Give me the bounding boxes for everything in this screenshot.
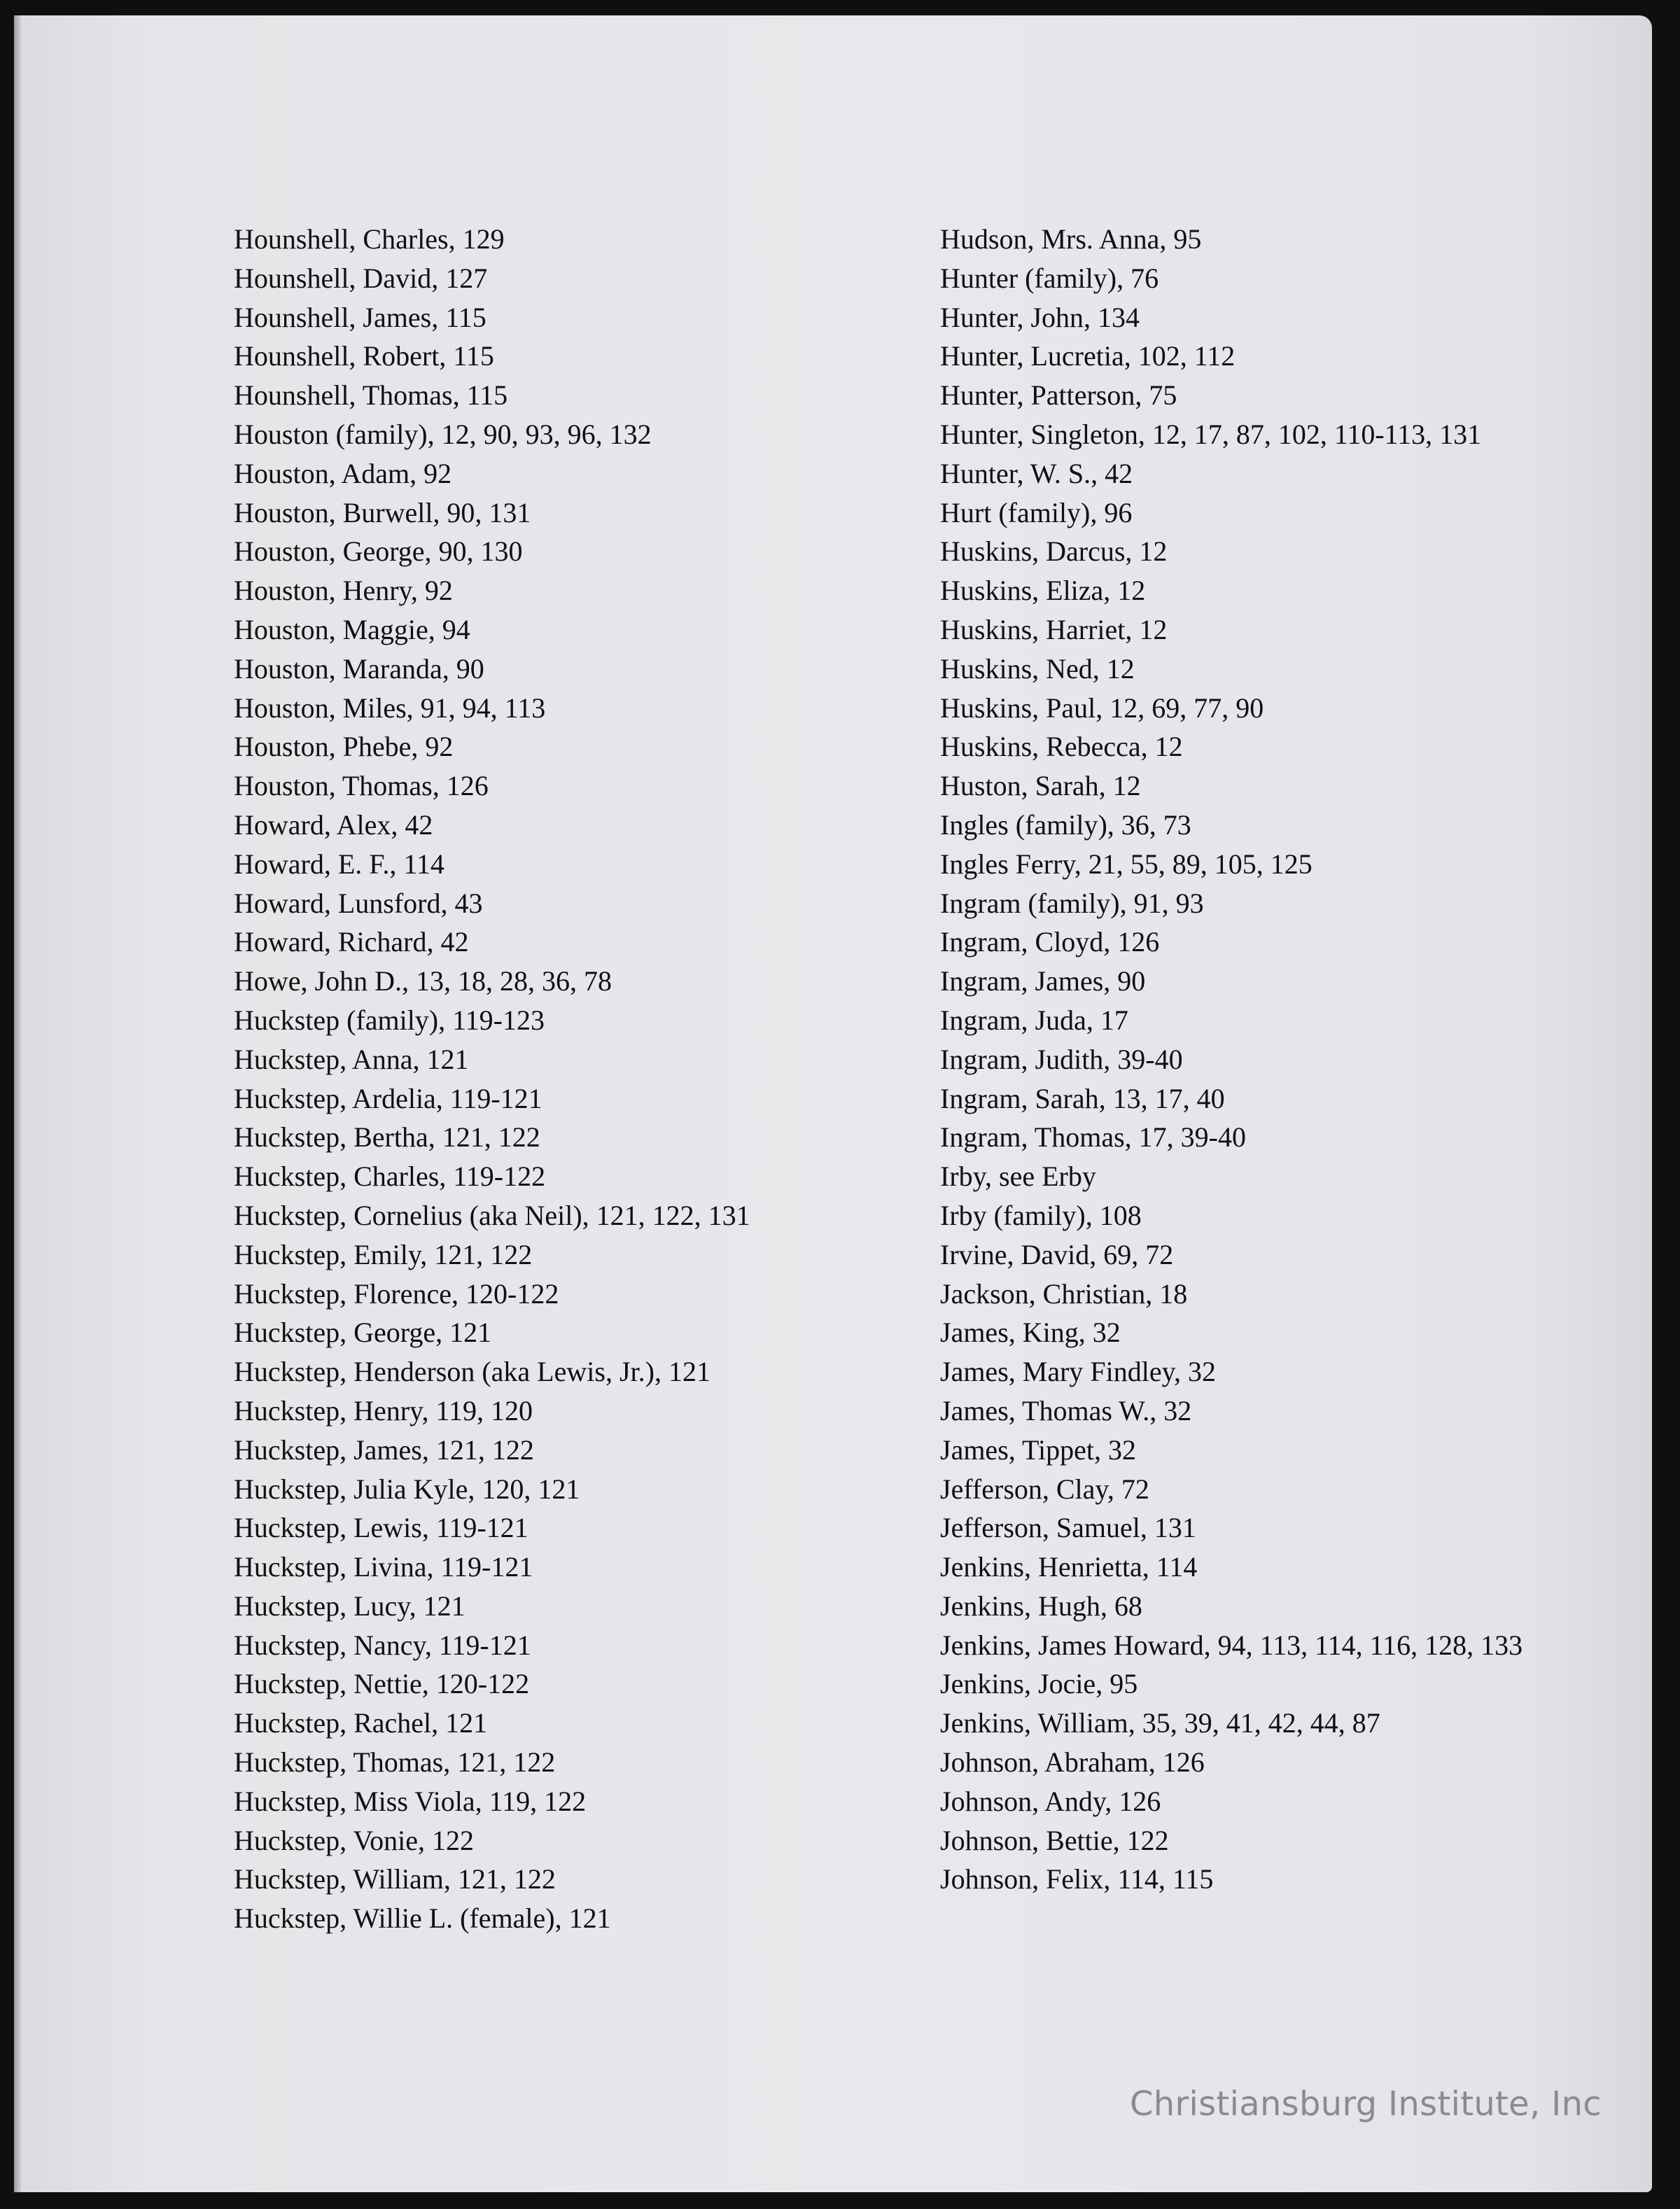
index-entry: Howe, John D., 13, 18, 28, 36, 78 bbox=[234, 965, 612, 997]
index-entry: Jenkins, Henrietta, 114 bbox=[940, 1551, 1198, 1583]
index-entry: Huckstep, George, 121 bbox=[234, 1317, 492, 1349]
index-entry: Huskins, Paul, 12, 69, 77, 90 bbox=[940, 692, 1264, 724]
index-entry: Jenkins, James Howard, 94, 113, 114, 116, 128, 133 bbox=[940, 1629, 1523, 1661]
index-entry: Jenkins, William, 35, 39, 41, 42, 44, 87 bbox=[940, 1707, 1380, 1739]
index-entry: Hudson, Mrs. Anna, 95 bbox=[940, 223, 1202, 255]
index-entry: Howard, E. F., 114 bbox=[234, 848, 444, 880]
index-entry: Hunter, Lucretia, 102, 112 bbox=[940, 340, 1236, 372]
index-entry: Huckstep, Henderson (aka Lewis, Jr.), 121 bbox=[234, 1356, 710, 1388]
index-entry: Ingles (family), 36, 73 bbox=[940, 808, 1191, 841]
index-entry: Huckstep, Nettie, 120-122 bbox=[234, 1668, 530, 1700]
index-entry: Ingram, Juda, 17 bbox=[940, 1004, 1128, 1036]
index-entry: Johnson, Felix, 114, 115 bbox=[940, 1863, 1214, 1895]
index-entry: Johnson, Abraham, 126 bbox=[940, 1746, 1205, 1779]
index-entry: Irvine, David, 69, 72 bbox=[940, 1238, 1174, 1270]
index-entry: Hounshell, David, 127 bbox=[234, 262, 488, 294]
index-entry: Huckstep, Anna, 121 bbox=[234, 1043, 469, 1075]
index-entry: Huckstep, Livina, 119-121 bbox=[234, 1551, 533, 1583]
index-entry: Howard, Richard, 42 bbox=[234, 926, 469, 958]
index-entry: Huckstep, Julia Kyle, 120, 121 bbox=[234, 1473, 580, 1505]
index-page bbox=[14, 15, 1652, 2192]
index-entry: Ingles Ferry, 21, 55, 89, 105, 125 bbox=[940, 848, 1312, 880]
index-entry: Huskins, Harriet, 12 bbox=[940, 613, 1168, 645]
index-entry: Huckstep, James, 121, 122 bbox=[234, 1433, 534, 1466]
index-entry: Houston, Maranda, 90 bbox=[234, 652, 484, 685]
watermark: Christiansburg Institute, Inc bbox=[1129, 2084, 1602, 2124]
index-entry: Huckstep, William, 121, 122 bbox=[234, 1863, 556, 1895]
index-entry: Hunter, W. S., 42 bbox=[940, 457, 1133, 489]
index-entry: Hurt (family), 96 bbox=[940, 496, 1133, 528]
index-entry: Ingram, Sarah, 13, 17, 40 bbox=[940, 1082, 1225, 1114]
index-entry: Huckstep, Lucy, 121 bbox=[234, 1590, 465, 1622]
index-entry: James, Mary Findley, 32 bbox=[940, 1356, 1217, 1388]
index-entry: Huckstep, Henry, 119, 120 bbox=[234, 1394, 533, 1426]
index-entry: Houston, Burwell, 90, 131 bbox=[234, 496, 531, 528]
index-entry: Howard, Alex, 42 bbox=[234, 808, 433, 841]
index-entry: Ingram, Judith, 39-40 bbox=[940, 1043, 1183, 1075]
index-entry: Hounshell, Charles, 129 bbox=[234, 223, 505, 255]
index-entry: Houston, Maggie, 94 bbox=[234, 613, 470, 645]
index-entry: Hunter, John, 134 bbox=[940, 301, 1140, 333]
index-entry: Jenkins, Hugh, 68 bbox=[940, 1590, 1142, 1622]
index-entry: Howard, Lunsford, 43 bbox=[234, 887, 483, 919]
index-entry: James, King, 32 bbox=[940, 1317, 1121, 1349]
index-entry: Irby (family), 108 bbox=[940, 1199, 1142, 1231]
index-entry: Huskins, Ned, 12 bbox=[940, 652, 1135, 685]
index-entry: Houston, Henry, 92 bbox=[234, 575, 453, 607]
index-entry: Huckstep, Florence, 120-122 bbox=[234, 1277, 559, 1310]
index-entry: Ingram (family), 91, 93 bbox=[940, 887, 1204, 919]
index-entry: James, Tippet, 32 bbox=[940, 1433, 1137, 1466]
index-entry: Houston, Phebe, 92 bbox=[234, 731, 454, 763]
page-edge bbox=[14, 15, 21, 2192]
index-entry: Huckstep, Emily, 121, 122 bbox=[234, 1238, 533, 1270]
index-column-left bbox=[234, 220, 941, 1938]
index-entry: James, Thomas W., 32 bbox=[940, 1394, 1192, 1426]
index-entry: Huckstep, Vonie, 122 bbox=[234, 1824, 474, 1856]
index-entry: Hounshell, Thomas, 115 bbox=[234, 379, 508, 412]
index-entry: Hunter, Patterson, 75 bbox=[940, 379, 1177, 412]
index-entry: Jackson, Christian, 18 bbox=[940, 1277, 1188, 1310]
index-entry: Huskins, Darcus, 12 bbox=[940, 535, 1168, 568]
index-entry: Johnson, Bettie, 122 bbox=[940, 1824, 1169, 1856]
index-entry: Jefferson, Clay, 72 bbox=[940, 1473, 1149, 1505]
index-entry: Huskins, Eliza, 12 bbox=[940, 575, 1146, 607]
index-entry: Huckstep, Lewis, 119-121 bbox=[234, 1512, 528, 1544]
index-entry: Ingram, James, 90 bbox=[940, 965, 1146, 997]
index-entry: Ingram, Thomas, 17, 39-40 bbox=[940, 1121, 1246, 1153]
index-entry: Huskins, Rebecca, 12 bbox=[940, 731, 1183, 763]
index-entry: Huckstep (family), 119-123 bbox=[234, 1004, 545, 1036]
index-entry: Huckstep, Charles, 119-122 bbox=[234, 1160, 546, 1193]
index-entry: Huckstep, Ardelia, 119-121 bbox=[234, 1082, 542, 1114]
index-entry: Hounshell, Robert, 115 bbox=[234, 340, 494, 372]
index-entry: Houston, Thomas, 126 bbox=[234, 770, 489, 802]
index-column-right bbox=[940, 220, 1612, 1899]
index-entry: Huckstep, Cornelius (aka Neil), 121, 122, 131 bbox=[234, 1199, 750, 1231]
index-entry: Huckstep, Miss Viola, 119, 122 bbox=[234, 1785, 587, 1817]
index-entry: Houston (family), 12, 90, 93, 96, 132 bbox=[234, 418, 652, 450]
index-entry: Jenkins, Jocie, 95 bbox=[940, 1668, 1138, 1700]
index-entry: Huston, Sarah, 12 bbox=[940, 770, 1141, 802]
index-entry: Huckstep, Bertha, 121, 122 bbox=[234, 1121, 540, 1153]
index-entry: Hunter (family), 76 bbox=[940, 262, 1159, 294]
index-entry: Huckstep, Thomas, 121, 122 bbox=[234, 1746, 556, 1779]
index-entry: Hounshell, James, 115 bbox=[234, 301, 486, 333]
index-entry: Jefferson, Samuel, 131 bbox=[940, 1512, 1196, 1544]
index-entry: Houston, Adam, 92 bbox=[234, 457, 452, 489]
index-entry: Houston, George, 90, 130 bbox=[234, 535, 523, 568]
index-entry: Huckstep, Nancy, 119-121 bbox=[234, 1629, 531, 1661]
index-entry: Huckstep, Rachel, 121 bbox=[234, 1707, 488, 1739]
index-entry: Houston, Miles, 91, 94, 113 bbox=[234, 692, 546, 724]
index-entry: Johnson, Andy, 126 bbox=[940, 1785, 1161, 1817]
index-entry: Hunter, Singleton, 12, 17, 87, 102, 110-113, 131 bbox=[940, 418, 1482, 450]
index-entry: Irby, see Erby bbox=[940, 1160, 1096, 1193]
index-entry: Huckstep, Willie L. (female), 121 bbox=[234, 1902, 611, 1935]
index-entry: Ingram, Cloyd, 126 bbox=[940, 926, 1160, 958]
